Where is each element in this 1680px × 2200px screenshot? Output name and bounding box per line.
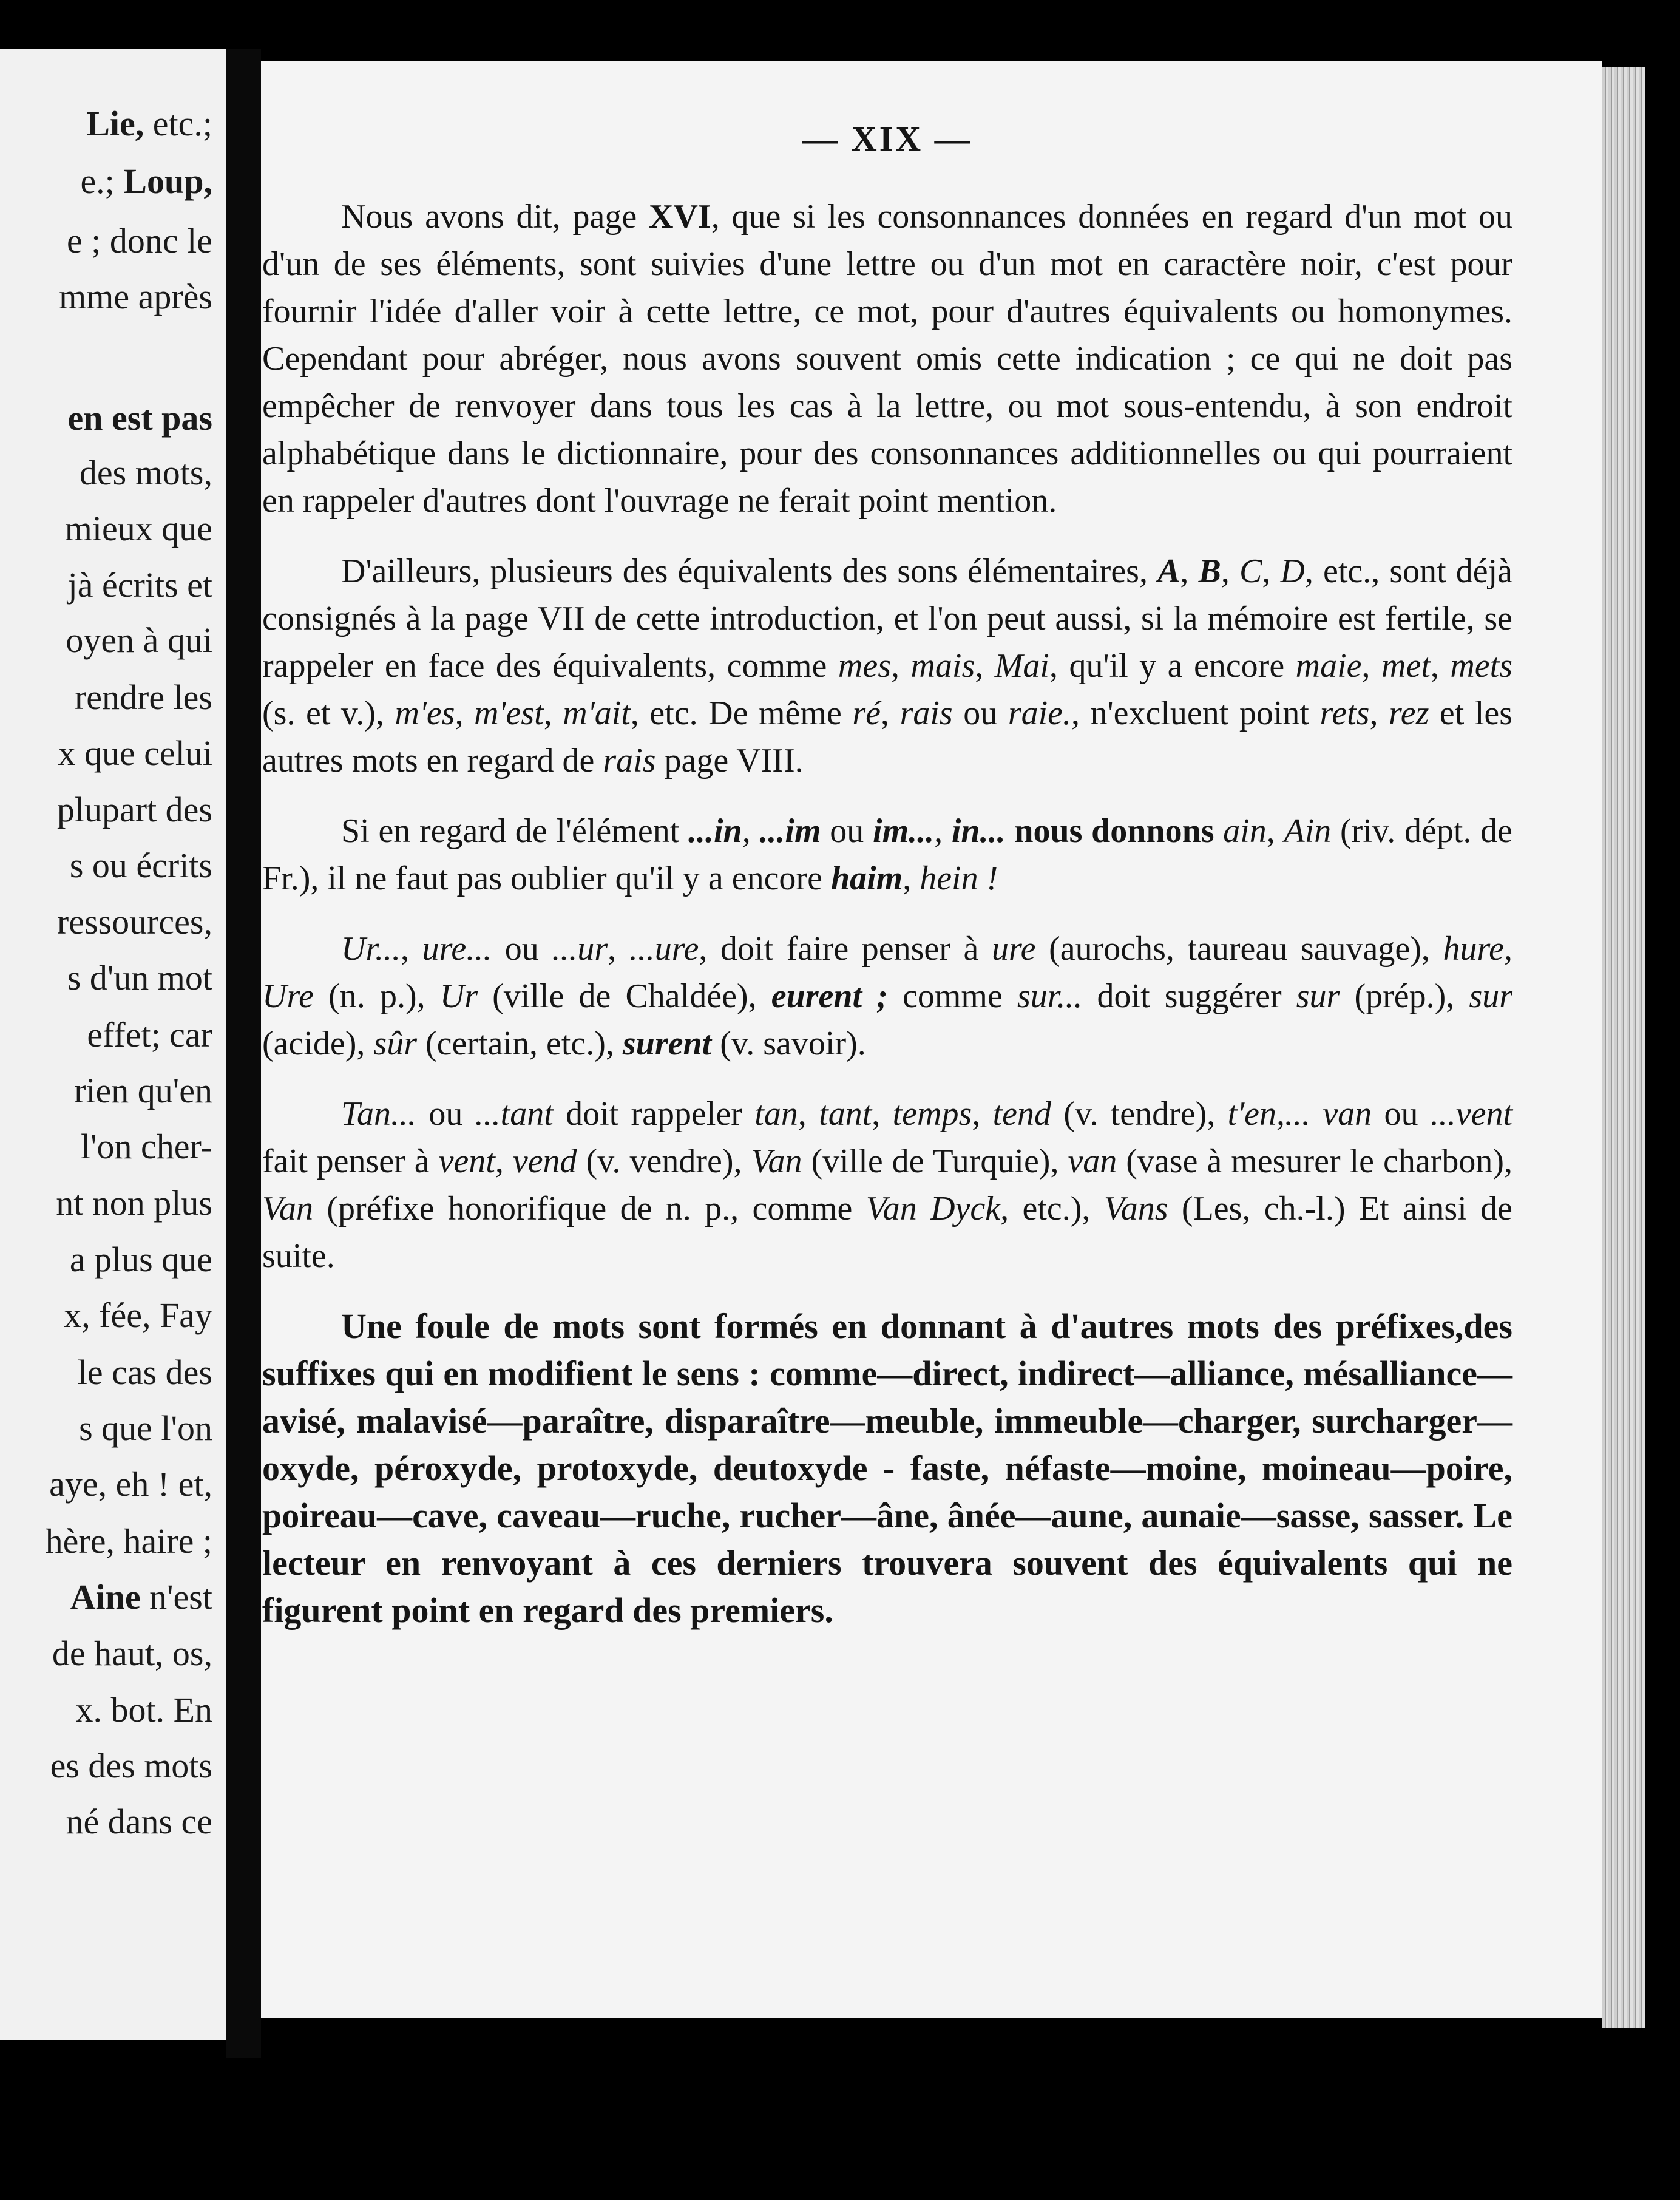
paragraph-text: ,: [1361, 647, 1382, 685]
left-page-line: [52, 1633, 212, 1674]
left-line-text: s d'un mot: [67, 958, 212, 997]
paragraph-text: ...tant: [475, 1095, 554, 1133]
paragraph-text: van: [1068, 1142, 1117, 1180]
left-line-text: jà écrits et: [67, 565, 212, 605]
paragraph-text: (v. savoir).: [711, 1025, 866, 1062]
paragraph-text: A: [1157, 552, 1180, 590]
paragraph-text: , etc.),: [1000, 1190, 1104, 1227]
left-line-text: effet; car: [87, 1015, 212, 1054]
paragraph-text: mets: [1450, 647, 1513, 685]
body-paragraph: [262, 1090, 1512, 1280]
paragraph-text: Ur: [439, 977, 478, 1015]
left-line-text: ressources,: [56, 902, 212, 942]
left-line-text: hère, haire ;: [45, 1521, 212, 1561]
left-line-text: Loup,: [123, 161, 212, 201]
left-line-text: mme après: [59, 277, 212, 316]
paragraph-text: (riv. dépt. de Fr.), il ne faut pas oublier qu'il y a encore: [262, 812, 1512, 897]
paragraph-text: ...vent: [1430, 1095, 1513, 1133]
left-page-line: [68, 565, 212, 605]
paragraph-text: (ville de Turquie),: [802, 1142, 1068, 1180]
page-edge: [1602, 67, 1645, 2028]
paragraph-text: , n'excluent point: [1071, 694, 1320, 732]
paragraph-text: ou: [1372, 1095, 1431, 1133]
left-page-line: [49, 1464, 212, 1504]
paragraph-text: eurent ;: [771, 977, 888, 1015]
left-page-line: [81, 1126, 212, 1167]
left-page-line: [58, 733, 212, 773]
paragraph-text: hein !: [920, 860, 998, 897]
paragraph-text: ,: [891, 647, 911, 685]
paragraph-text: temps: [892, 1095, 972, 1133]
left-page-line: [80, 161, 212, 202]
left-page-line: [86, 103, 212, 144]
paragraph-text: VII: [537, 600, 585, 637]
left-line-text: n'est: [140, 1577, 212, 1617]
paragraph-text: D: [1280, 552, 1305, 590]
paragraph-text: raie.: [1008, 694, 1072, 732]
paragraph-text: Une foule de mots sont formés en donnant à d'autres mots des préfixes,des suffixes qui en modifient le sens : comme—direct, indirect—alliance, mésalliance—avisé, malavisé—paraître, disparaître—meuble, immeuble—charger, surcharger—oxyde, péroxyde, protoxyde, deutoxyde - faste, néfaste—moine, moineau—poire, poireau—cave, caveau—ruche, rucher—âne, ânée—aune, aunaie—sasse, sasser. Le lecteur en renvoyant à ces derniers trouvera souvent des équivalents qui ne figurent point en regard des premiers.: [262, 1306, 1512, 1630]
left-line-text: des mots,: [79, 453, 212, 492]
paragraph-text: page VIII.: [655, 742, 804, 779]
paragraph-text: vent: [438, 1142, 495, 1180]
left-line-text: le cas des: [77, 1353, 212, 1392]
left-line-text: aye, eh ! et,: [49, 1464, 212, 1504]
paragraph-text: vend: [512, 1142, 577, 1180]
paragraph-text: (préfixe honorifique de n. p., comme: [313, 1190, 866, 1227]
paragraph-text: XVI: [649, 198, 711, 236]
paragraph-text: met: [1381, 647, 1431, 685]
left-line-text: Aine: [70, 1577, 141, 1617]
paragraph-text: ,: [881, 694, 900, 732]
left-page-line: [80, 452, 212, 493]
paragraph-text: ...in: [688, 812, 742, 850]
paragraph-text: Van Dyck: [865, 1190, 1001, 1227]
left-page-line: [70, 1577, 212, 1617]
paragraph-text: ure: [991, 930, 1036, 968]
paragraph-text: haim: [830, 860, 903, 897]
left-page-line: [66, 620, 212, 660]
left-line-text: rien qu'en: [74, 1071, 212, 1110]
left-page-line: [75, 677, 212, 718]
paragraph-text: ,: [1430, 647, 1451, 685]
left-line-text: a plus que: [69, 1240, 212, 1279]
left-line-text: e ; donc le: [67, 221, 212, 260]
page-number: — XIX —: [802, 119, 972, 158]
paragraph-text: tant: [819, 1095, 872, 1133]
paragraph-text: (v. tendre),: [1051, 1095, 1228, 1133]
left-page-line: [50, 1745, 212, 1786]
paragraph-text: Si en regard de l'élément: [341, 812, 688, 850]
paragraph-text: Ur...: [341, 930, 401, 968]
left-page-line: [57, 789, 212, 830]
paragraph-text: ou: [821, 812, 873, 850]
paragraph-text: rets: [1319, 694, 1370, 732]
paragraph-text: ...im: [759, 812, 821, 850]
left-line-text: x que celui: [58, 733, 212, 773]
paragraph-text: doit suggérer: [1082, 977, 1296, 1015]
left-line-text: mieux que: [64, 509, 212, 548]
left-line-text: oyen à qui: [66, 620, 212, 660]
left-line-text: plupart des: [56, 790, 212, 829]
paragraph-text: mes: [838, 647, 891, 685]
paragraph-text: (aurochs, taureau sauvage),: [1035, 930, 1443, 968]
paragraph-text: (Les, ch.-l.) Et ainsi de suite.: [262, 1190, 1512, 1275]
paragraph-text: im...: [873, 812, 935, 850]
paragraph-text: m'ait: [563, 694, 631, 732]
left-page-line: [56, 1183, 212, 1223]
left-line-text: nt non plus: [56, 1183, 212, 1223]
paragraph-text: sûr: [373, 1025, 418, 1062]
left-page-line: [59, 276, 212, 317]
paragraph-text: surent: [622, 1025, 712, 1062]
left-page-line: [87, 1014, 212, 1055]
paragraph-text: (prép.),: [1340, 977, 1469, 1015]
paragraph-text: ré: [852, 694, 881, 732]
paragraph-text: maie: [1295, 647, 1362, 685]
paragraph-text: rez: [1389, 694, 1429, 732]
paragraph-text: (n. p.),: [314, 977, 440, 1015]
paragraph-text: [1310, 1095, 1323, 1133]
paragraph-text: ,: [401, 930, 422, 968]
paragraph-text: nous donnons: [1005, 812, 1224, 850]
left-page-line: [70, 845, 212, 886]
left-line-text: es des mots: [50, 1746, 212, 1785]
paragraph-text: ,: [872, 1095, 893, 1133]
body-paragraph: [262, 193, 1512, 525]
paragraph-text: ain: [1223, 812, 1267, 850]
paragraph-text: ou: [492, 930, 552, 968]
paragraph-text: ,: [495, 1142, 513, 1180]
paragraph-text: ,: [975, 647, 995, 685]
left-page-line: [65, 508, 212, 549]
paragraph-text: ,: [455, 694, 475, 732]
paragraph-text: ,: [1369, 694, 1389, 732]
body-paragraph: [262, 925, 1512, 1067]
left-page-line: [67, 957, 212, 998]
left-line-text: de haut, os,: [52, 1634, 212, 1673]
paragraph-text: Vans: [1103, 1190, 1168, 1227]
paragraph-text: (certain, etc.),: [417, 1025, 623, 1062]
paragraph-text: tend: [992, 1095, 1052, 1133]
left-page-line: [75, 1689, 212, 1730]
paragraph-text: fait penser à: [262, 1142, 439, 1180]
paragraph-text: , que si les consonnances données en regard d'un mot ou d'un de ses éléments, sont suivies d'une lettre ou d'un mot en caractère noir, c'est pour fournir l'idée d'aller voir à cette lettre, ce mot, pour d'autres équivalents ou homonymes. Cependant pour abréger, nous avons souvent omis cette indication ; ce qui ne doit pas empêcher de renvoyer dans tous les cas à la lettre, ou mot sous-entendu, à son endroit alphabétique dans le dictionnaire, pour des consonnances additionnelles ou qui pourraient en rappeler d'autres dont l'ouvrage ne ferait point mention.: [262, 198, 1512, 520]
left-page-line: [64, 1295, 212, 1336]
paragraph-text: sur: [1469, 977, 1513, 1015]
left-line-text: rendre les: [74, 677, 212, 717]
left-line-text: x. bot. En: [75, 1690, 212, 1730]
paragraphs: [262, 193, 1512, 1634]
paragraph-text: ...ure: [629, 930, 699, 968]
body-paragraph: [262, 807, 1512, 902]
paragraph-text: hure: [1443, 930, 1505, 968]
paragraph-text: Mai: [994, 647, 1049, 685]
paragraph-text: ou: [416, 1095, 475, 1133]
paragraph-text: sur: [1296, 977, 1340, 1015]
paragraph-text: D'ailleurs, plusieurs des équivalents des sons élémentaires,: [341, 552, 1158, 590]
paragraph-text: ,: [1180, 552, 1199, 590]
paragraph-text: in...: [951, 812, 1006, 850]
left-line-text: x, fée, Fay: [64, 1295, 212, 1335]
left-line-text: en est pas: [67, 398, 212, 438]
paragraph-text: (vase à mesurer le charbon),: [1117, 1142, 1512, 1180]
paragraph-text: , etc. De même: [630, 694, 853, 732]
paragraph-text: ,: [1504, 930, 1513, 968]
book-gutter: [226, 49, 261, 2058]
paragraph-text: doit rappeler: [553, 1095, 755, 1133]
left-page-line: [67, 220, 212, 261]
left-page-line: [74, 1070, 212, 1111]
paragraph-text: m'es: [395, 694, 455, 732]
left-page-line: [78, 1352, 212, 1393]
paragraph-text: Van: [262, 1190, 313, 1227]
paragraph-text: ,: [543, 694, 563, 732]
paragraph-text: B: [1198, 552, 1221, 590]
page-content: [262, 115, 1512, 1657]
paragraph-text: , qu'il y a encore: [1049, 647, 1296, 685]
paragraph-text: , etc., sont déjà consignés à la page: [262, 552, 1513, 637]
paragraph-text: rais: [603, 742, 656, 779]
left-page-line: [68, 398, 212, 438]
paragraph-text: van: [1323, 1095, 1372, 1133]
paragraph-text: ,: [1266, 812, 1284, 850]
paragraph-text: t'en,...: [1227, 1095, 1310, 1133]
paragraph-text: rais: [899, 694, 953, 732]
paragraph-text: ure...: [422, 930, 492, 968]
paragraph-text: (ville de Chaldée),: [477, 977, 771, 1015]
paragraph-text: (acide),: [262, 1025, 374, 1062]
left-page-line: [79, 1408, 212, 1448]
paragraph-text: Ain: [1284, 812, 1332, 850]
paragraph-text: comme: [887, 977, 1017, 1015]
left-line-text: s ou écrits: [69, 846, 212, 885]
left-page-line: [57, 901, 212, 942]
left-line-text: l'on cher-: [80, 1127, 212, 1166]
left-page-line: [66, 1801, 212, 1842]
paragraph-text: mais: [910, 647, 975, 685]
left-line-text: s que l'on: [79, 1408, 212, 1448]
paragraph-text: ,: [972, 1095, 993, 1133]
paragraph-text: et les autres mots en regard de: [262, 694, 1513, 779]
paragraph-text: Ure: [262, 977, 314, 1015]
left-line-text: né dans ce: [66, 1802, 212, 1841]
body-paragraph: [262, 548, 1512, 784]
paragraph-text: (v. vendre),: [577, 1142, 751, 1180]
paragraph-text: C: [1239, 552, 1262, 590]
paragraph-text: , doit faire penser à: [699, 930, 992, 968]
paragraph-text: ,: [798, 1095, 819, 1133]
left-page-fragment: [0, 49, 226, 2040]
paragraph-text: Nous avons dit, page: [341, 198, 649, 236]
paragraph-text: ,: [934, 812, 952, 850]
paragraph-text: ,: [608, 930, 629, 968]
body-paragraph: [262, 1303, 1512, 1634]
paragraph-text: (s. et v.),: [262, 694, 395, 732]
paragraph-text: ...ur: [552, 930, 608, 968]
paragraph-text: ,: [1221, 552, 1239, 590]
paragraph-text: sur...: [1017, 977, 1083, 1015]
paragraph-text: ,: [1262, 552, 1281, 590]
paragraph-text: Tan...: [341, 1095, 417, 1133]
paragraph-text: de cette introduction, et l'on peut aussi, si la mémoire est fertile, se rappeler en face des équivalents, comme: [262, 600, 1513, 685]
left-line-text: Lie,: [86, 104, 144, 143]
left-page-line: [70, 1239, 212, 1280]
left-line-text: etc.;: [144, 104, 212, 143]
paragraph-text: ,: [903, 860, 920, 897]
left-page-line: [46, 1521, 212, 1561]
paragraph-text: ,: [742, 812, 760, 850]
paragraph-text: Van: [751, 1142, 802, 1180]
paragraph-text: tan: [754, 1095, 798, 1133]
paragraph-text: m'est: [474, 694, 544, 732]
left-line-text: e.;: [80, 161, 124, 201]
paragraph-text: ou: [952, 694, 1008, 732]
